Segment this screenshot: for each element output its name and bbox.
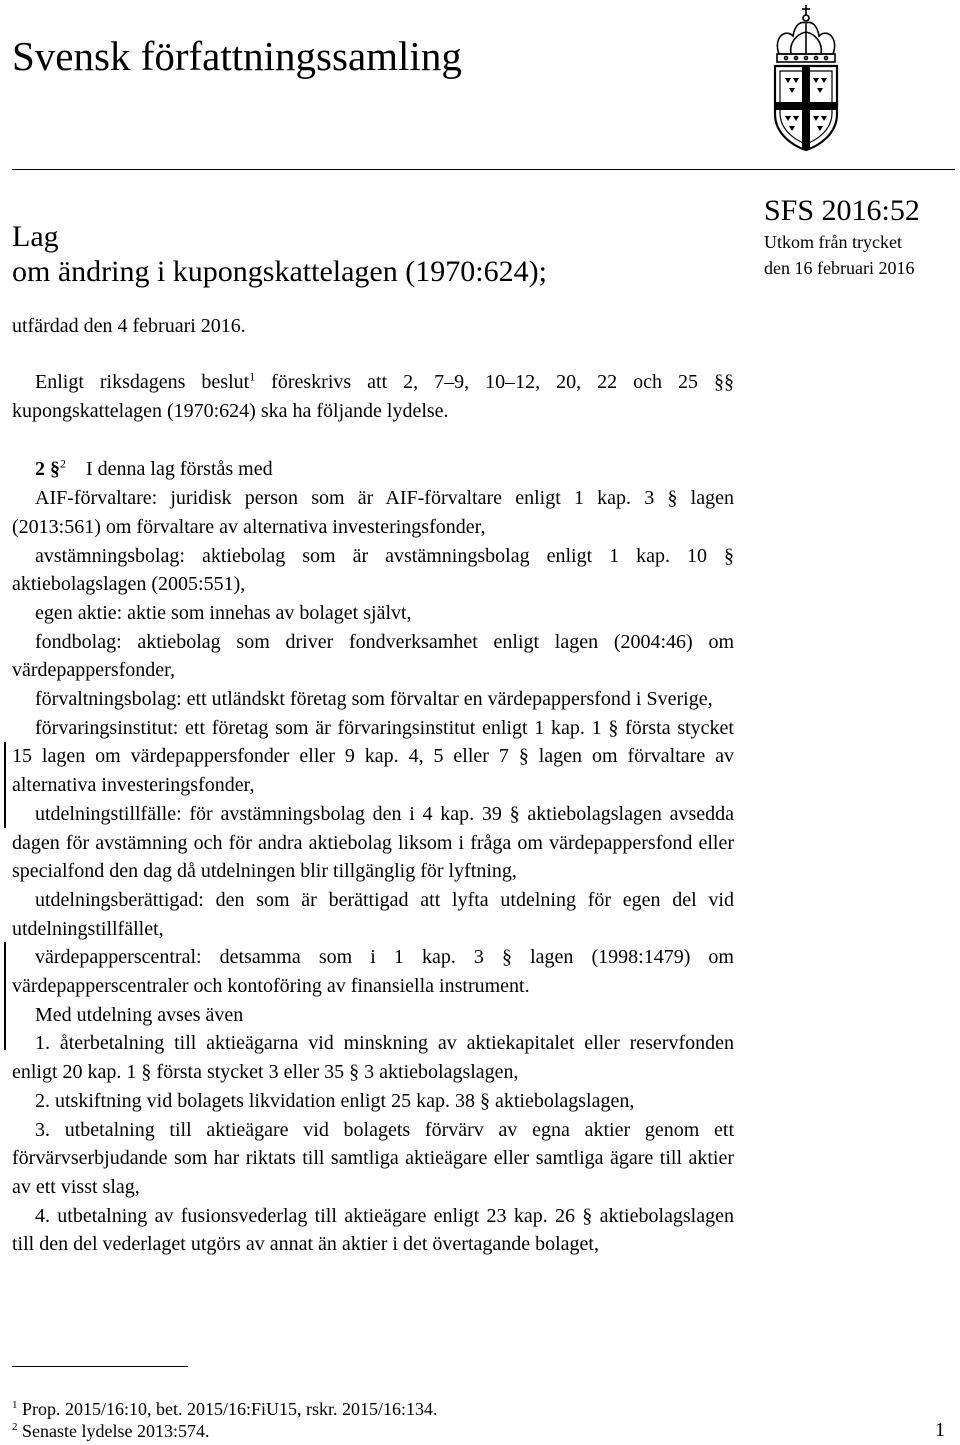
change-bar	[4, 742, 6, 828]
definition-item: utdelningsberättigad: den som är berättigad att lyfta utdelning för egen del vid utdelningstillfället,	[12, 888, 734, 940]
section-number: 2 §	[35, 458, 60, 481]
definition-item: förvaltningsbolag: ett utländskt företag som förvaltar en värdepappersfond i Sverige,	[35, 688, 713, 711]
dividend-intro: Med utdelning avses även	[35, 1003, 244, 1026]
section-heading	[12, 455, 734, 484]
dividend-item: 4. utbetalning av fusionsvederlag till aktieägare enligt 23 kap. 26 § aktiebolagslagen till den del vederlaget utgörs av annat än aktier i det övertagande bolaget,	[12, 1204, 734, 1256]
footnote-mark: 1	[12, 1399, 18, 1411]
dividend-item: 1. återbetalning till aktieägarna vid minskning av aktiekapitalet eller reservfonden enligt 20 kap. 1 § första stycket 3 eller 35 § 3 aktiebolagslagen,	[12, 1032, 734, 1084]
sfs-number: SFS 2016:52	[764, 194, 920, 227]
swedish-coat-of-arms-icon	[761, 2, 851, 152]
page-number: 1	[935, 1419, 945, 1441]
footnote-rule	[12, 1366, 188, 1367]
intro-paragraph: Enligt riksdagens beslut$^1$ föreskrivs att 2, 7–9, 10–12, 20, 22 och 25 §§ kupongskattelagen (1970:624) ska ha följande lydelse.	[12, 369, 734, 422]
footnote-ref: 2	[60, 456, 66, 471]
sfs-published-line1: Utkom från trycket	[764, 232, 902, 252]
definition-item: AIF-förvaltare: juridisk person som är AIF-förvaltare enligt 1 kap. 3 § lagen (2013:561) om förvaltare av alternativa investeringsfonder,	[12, 487, 734, 538]
definition-item: fondbolag: aktiebolag som driver fondverksamhet enligt lagen (2004:46) om värdepappersfonder,	[12, 630, 734, 682]
definition-item: egen aktie: aktie som innehas av bolaget självt,	[35, 601, 412, 624]
law-title-line2: om ändring i kupongskattelagen (1970:624);	[12, 255, 547, 288]
footnote-mark: 2	[12, 1421, 18, 1433]
definition-item: utdelningstillfälle: för avstämningsbolag den i 4 kap. 39 § aktiebolagslagen avsedda dagen för avstämning och för andra aktiebolag liksom i fråga om värdepappersfond eller specialfond den dag då utdelningen blir tillgänglig för lyftning,	[12, 802, 734, 883]
dividend-item: 2. utskiftning vid bolagets likvidation enligt 25 kap. 38 § aktiebolagslagen,	[35, 1089, 635, 1112]
change-bar	[4, 942, 6, 1050]
definition-item: förvaringsinstitut: ett företag som är förvaringsinstitut enligt 1 kap. 1 § första stycket 15 lagen om värdepappersfonder eller 9 kap. 4, 5 eller 7 § lagen om förvaltare av alternativa investeringsfonder,	[12, 716, 734, 797]
header-rule	[12, 169, 955, 170]
sfs-info	[764, 193, 954, 281]
footnote-text: Senaste lydelse 2013:574.	[22, 1421, 210, 1441]
law-title	[12, 219, 547, 289]
footnote	[12, 1420, 732, 1442]
section-intro: I denna lag förstås med	[86, 458, 273, 481]
issued-date: utfärdad den 4 februari 2016.	[12, 315, 246, 337]
footnote	[12, 1398, 732, 1420]
footnote-text: Prop. 2015/16:10, bet. 2015/16:FiU15, rskr. 2015/16:134.	[22, 1399, 438, 1419]
sfs-published-line2: den 16 februari 2016	[764, 258, 915, 278]
law-title-line1: Lag	[12, 220, 59, 253]
publication-title: Svensk författningssamling	[12, 33, 462, 79]
definition-item: avstämningsbolag: aktiebolag som är avstämningsbolag enligt 1 kap. 10 § aktiebolagslagen (2005:551),	[12, 544, 734, 596]
footnotes	[12, 1398, 732, 1442]
footnote-ref: 1	[249, 369, 256, 384]
definition-item: värdepapperscentral: detsamma som i 1 kap. 3 § lagen (1998:1479) om värdepapperscentraler och kontoföring av finansiella instrument.	[12, 946, 734, 998]
law-body	[12, 368, 734, 1259]
dividend-item: 3. utbetalning till aktieägare vid bolagets förvärv av egna aktier genom ett förvärvserbjudande som har riktats till samtliga aktieägare eller samtliga ägare till aktier av ett visst slag,	[12, 1118, 734, 1198]
